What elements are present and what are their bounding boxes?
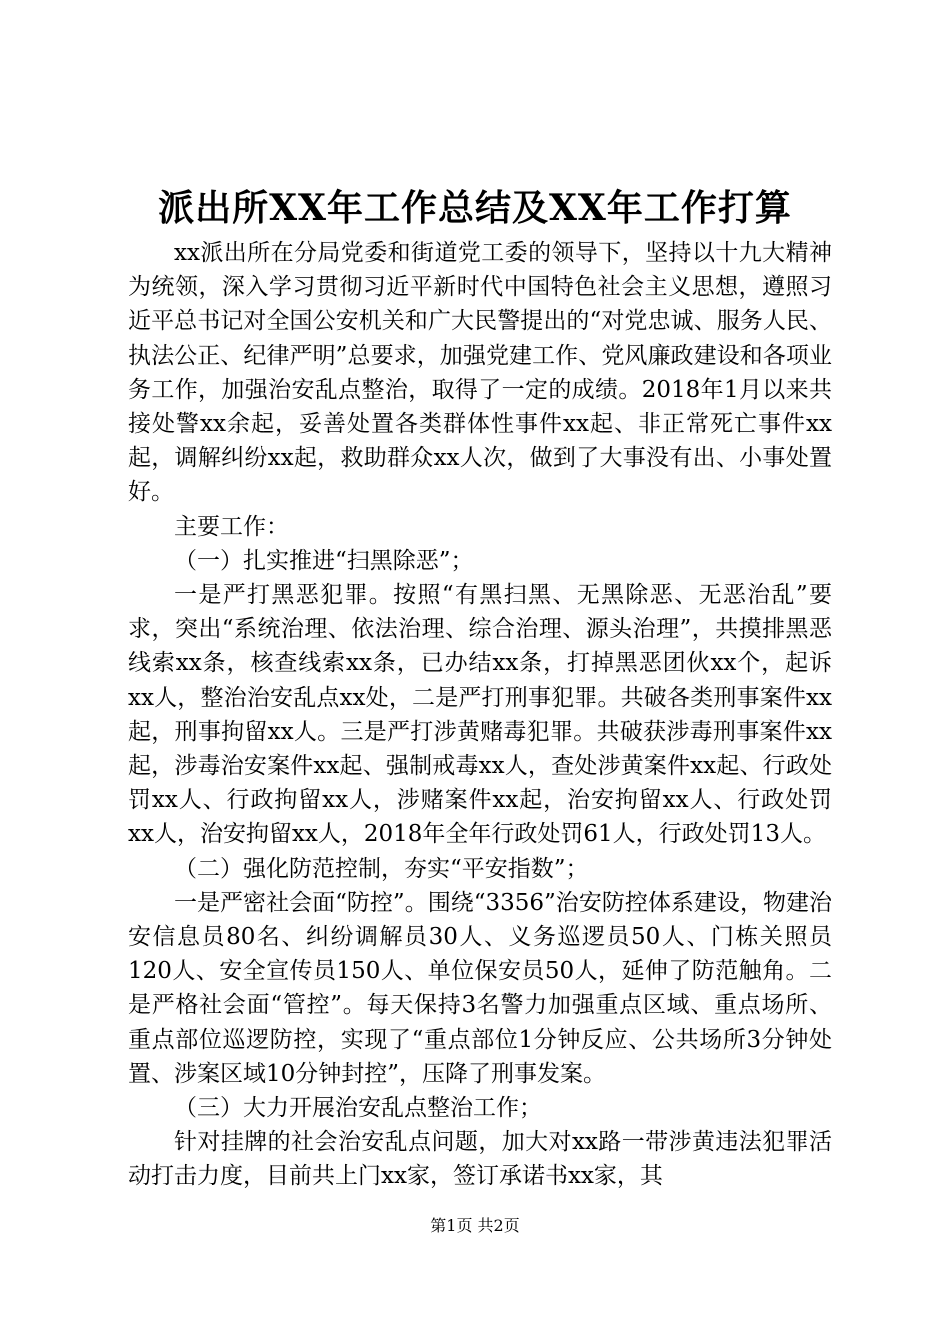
section-heading-3: （三）大力开展治安乱点整治工作；	[174, 1095, 542, 1122]
section-heading-1: （一）扎实推进“扫黑除恶”；	[174, 547, 474, 574]
page-footer: 第1页 共2页	[430, 1216, 520, 1235]
section-heading-2: （二）强化防范控制，夯实“平安指数”；	[174, 855, 589, 882]
paragraph-section-3: 针对挂牌的社会治安乱点问题，加大对xx路一带涉黄违法犯罪活动打击力度，目前共上门xx家，签订承诺书xx家，其	[128, 1129, 832, 1190]
paragraph-intro: xx派出所在分局党委和街道党工委的领导下，坚持以十九大精神为统领，深入学习贯彻习近平新时代中国特色社会主义思想，遵照习近平总书记对全国公安机关和广大民警提出的“对党忠诚、服务人民、执法公正、纪律严明”总要求，加强党建工作、党风廉政建设和各项业务工作，加强治安乱点整治，取得了一定的成绩。2018年1月以来共接处警xx余起，妥善处置各类群体性事件xx起、非正常死亡事件xx起，调解纠纷xx起，救助群众xx人次，做到了大事没有出、小事处置好。	[128, 240, 832, 506]
document-body	[128, 236, 832, 1194]
paragraph-main-work-heading: 主要工作：	[174, 513, 289, 540]
paragraph-section-2: 一是严密社会面“防控”。围绕“3356”治安防控体系建设，物建治安信息员80名、纠纷调解员30人、义务巡逻员50人、门栋关照员120人、安全宣传员150人、单位保安员50人，延伸了防范触角。二是严格社会面“管控”。每天保持3名警力加强重点区域、重点场所、重点部位巡逻防控，实现了“重点部位1分钟反应、公共场所3分钟处置、涉案区域10分钟封控”，压降了刑事发案。	[128, 889, 832, 1087]
document-title: 派出所XX年工作总结及XX年工作打算	[158, 187, 792, 229]
paragraph-section-1: 一是严打黑恶犯罪。按照“有黑扫黑、无黑除恶、无恶治乱”要求，突出“系统治理、依法治理、综合治理、源头治理”，共摸排黑恶线索xx条，核查线索xx条，已办结xx条，打掉黑恶团伙xx个，起诉xx人，整治治安乱点xx处，二是严打刑事犯罪。共破各类刑事案件xx起，刑事拘留xx人。三是严打涉黄赌毒犯罪。共破获涉毒刑事案件xx起，涉毒治安案件xx起、强制戒毒xx人，查处涉黄案件xx起、行政处罚xx人、行政拘留xx人，涉赌案件xx起，治安拘留xx人、行政处罚xx人，治安拘留xx人，2018年全年行政处罚61人，行政处罚13人。	[128, 582, 832, 848]
